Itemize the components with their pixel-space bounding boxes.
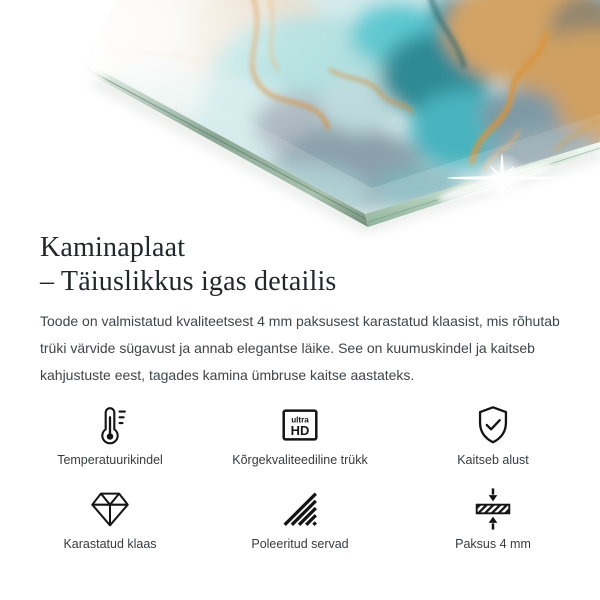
ultra-hd-icon-text-bottom: HD — [290, 423, 310, 439]
feature-protects-base — [393, 402, 593, 468]
ultra-hd-icon — [277, 402, 323, 448]
ultra-hd-icon-text-top: ultra — [291, 415, 309, 425]
feature-label: Kaitseb alust — [457, 453, 529, 467]
feature-polished-edges — [200, 486, 400, 552]
product-description: Toode on valmistatud kvaliteetsest 4 mm paksusest karastatud klaasist, mis rõhutab trüki värvide sügavust ja annab elegantse läike. See on kuumuskindel ja kaitseb kahjustuste eest, tagades kamina ümbruse kaitse aastateks. — [40, 313, 560, 383]
title-line2: – Täiuslikkus igas detailis — [40, 266, 337, 297]
feature-tempered-glass — [10, 486, 210, 552]
feature-print-quality — [200, 402, 400, 468]
feature-temperature-resistant — [10, 402, 210, 468]
diamond-icon — [87, 486, 133, 532]
title-line1: Kaminaplaat — [40, 232, 186, 263]
shield-check-icon — [470, 402, 516, 448]
feature-label: Karastatud klaas — [63, 537, 157, 551]
feature-label: Kõrgekvaliteediline trükk — [232, 453, 368, 467]
product-photo — [0, 0, 600, 240]
thickness-4mm-icon — [470, 486, 516, 532]
thermometer-icon — [87, 402, 133, 448]
polished-edges-icon — [277, 486, 323, 532]
feature-thickness — [393, 486, 593, 552]
page-title — [40, 231, 337, 299]
feature-label: Paksus 4 mm — [455, 537, 531, 551]
glass-panel-image — [0, 0, 600, 240]
blur-highlight — [58, 34, 110, 86]
feature-label: Temperatuurikindel — [57, 453, 163, 467]
feature-label: Poleeritud servad — [251, 537, 349, 551]
